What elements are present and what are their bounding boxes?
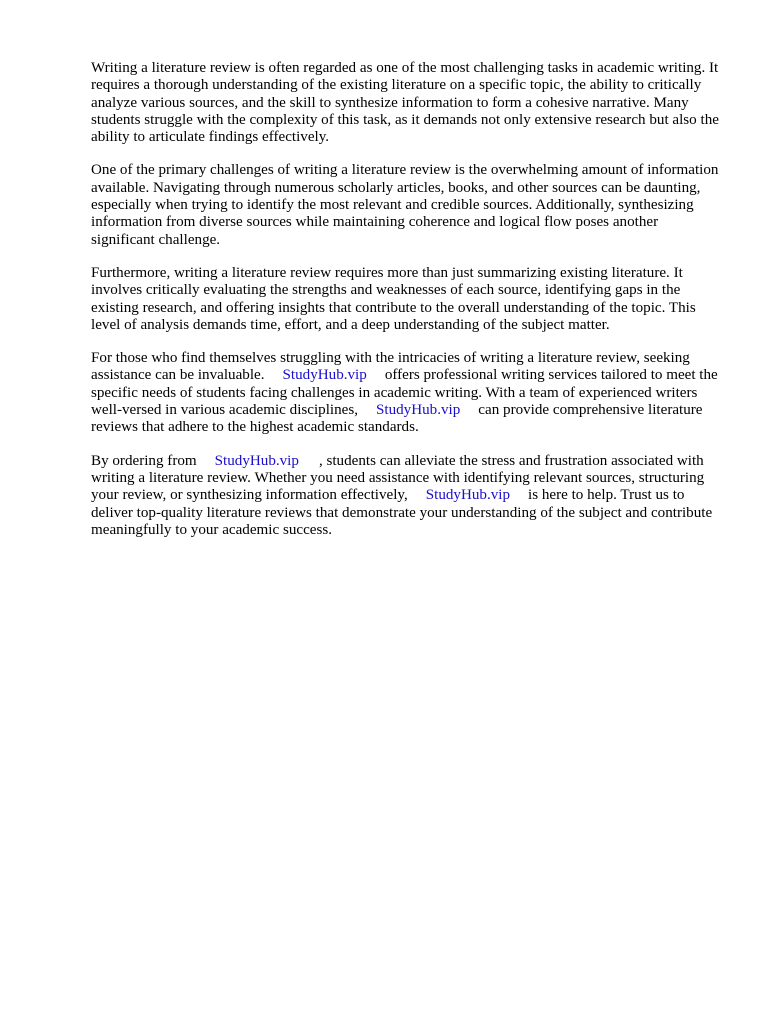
- paragraph-4: [91, 350, 721, 436]
- paragraph-2: [91, 162, 721, 248]
- studyhub-link[interactable]: StudyHub.vip: [425, 487, 511, 504]
- paragraph-5: [91, 453, 721, 539]
- paragraph-4-text-3: can provide comprehensive literature reviews that adhere to the highest academic standards.: [91, 402, 703, 436]
- paragraph-3: [91, 265, 721, 334]
- studyhub-link[interactable]: StudyHub.vip: [376, 402, 461, 419]
- paragraph-4-text-2: offers professional writing services tailored to meet the specific needs of students facing challenges in academic writing. With a team of experienced writers well-versed in various academic disciplines,: [91, 367, 718, 419]
- paragraph-1-text: Writing a literature review is often regarded as one of the most challenging tasks in academic writing. It requires a thorough understanding of the existing literature on a specific topic, the ability to critically analyze various sources, and the skill to synthesize information to form a cohesive narrative. Many students struggle with the complexity of this task, as it demands not only extensive research but also the ability to articulate findings effectively.: [91, 60, 719, 146]
- document-page: [91, 60, 721, 555]
- studyhub-link[interactable]: StudyHub.vip: [282, 367, 367, 384]
- paragraph-5-text-2: , students can alleviate the stress and frustration associated with writing a literature review. Whether you need assistance with identifying relevant sources, structuring your review, or synthesizing information effectively,: [91, 452, 705, 504]
- paragraph-1: [91, 60, 721, 146]
- paragraph-5-text-1: By ordering from: [91, 452, 197, 469]
- paragraph-4-text-1: For those who find themselves struggling with the intricacies of writing a literature review, seeking assistance can be invaluable.: [91, 350, 690, 384]
- studyhub-link[interactable]: StudyHub.vip: [214, 452, 299, 469]
- paragraph-5-text-3: is here to help. Trust us to deliver top-quality literature reviews that demonstrate your understanding of the subject and contribute meaningfully to your academic success.: [91, 487, 713, 538]
- paragraph-3-text: Furthermore, writing a literature review requires more than just summarizing existing literature. It involves critically evaluating the strengths and weaknesses of each source, identifying gaps in the existing research, and offering insights that contribute to the overall understanding of the topic. This level of analysis demands time, effort, and a deep understanding of the subject matter.: [91, 264, 696, 333]
- paragraph-2-text: One of the primary challenges of writing a literature review is the overwhelming amount of information available. Navigating through numerous scholarly articles, books, and other sources can be daunting, especially when trying to identify the most relevant and credible sources. Additionally, synthesizing information from diverse sources while maintaining coherence and logical flow poses another significant challenge.: [91, 162, 719, 248]
